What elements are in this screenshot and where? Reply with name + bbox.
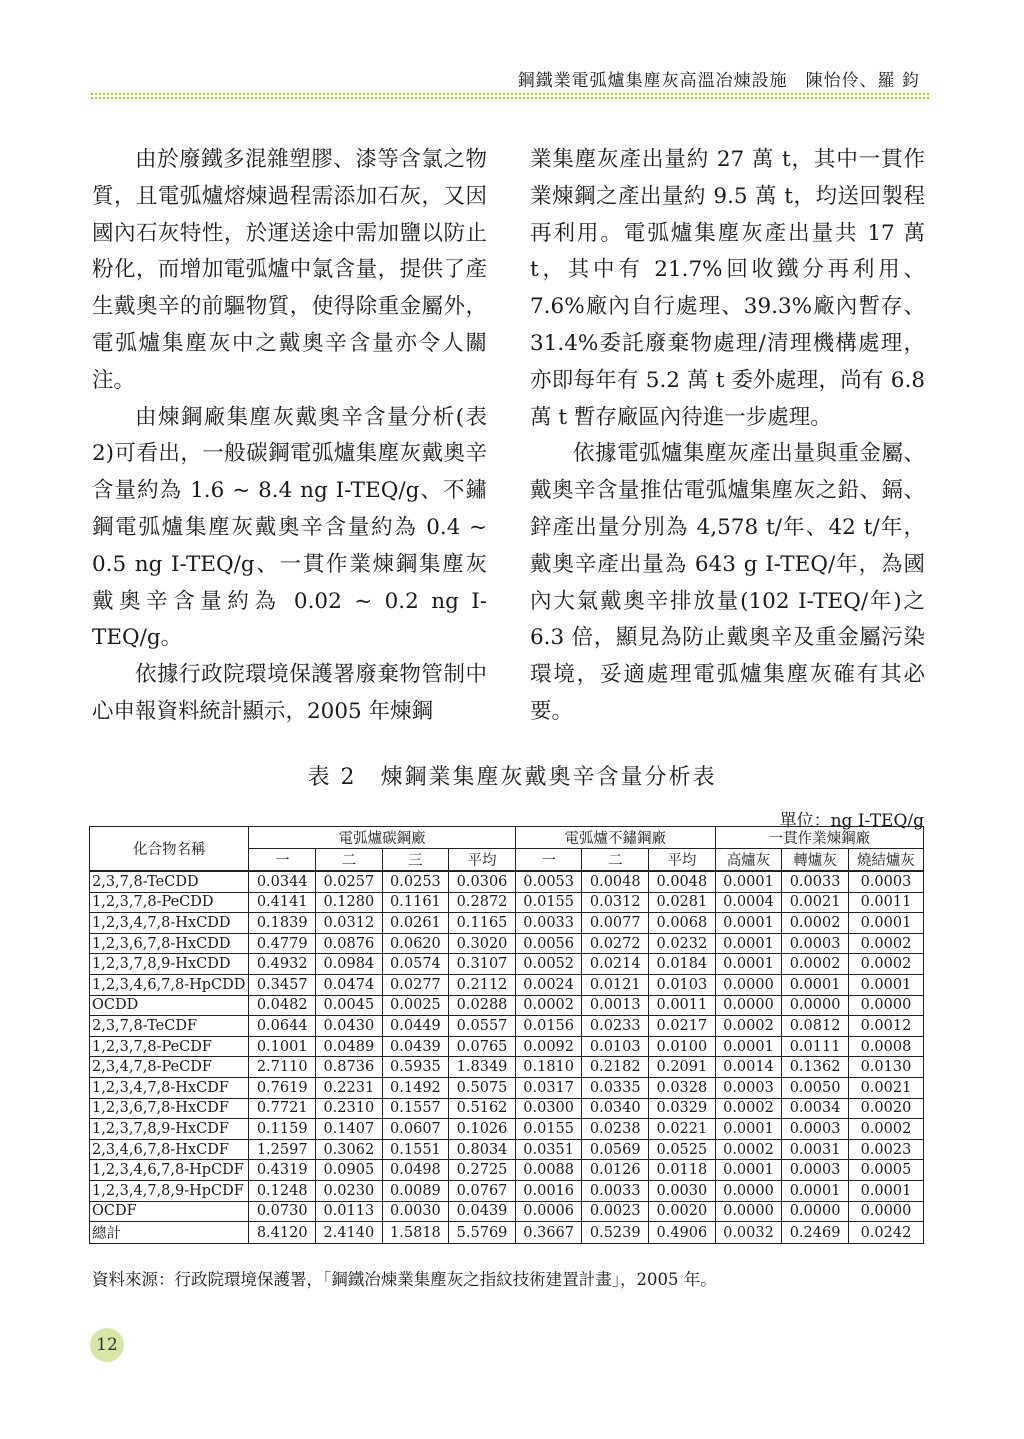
value-cell: 0.0111 (782, 1036, 849, 1057)
table-row (90, 995, 924, 1016)
value-cell: 0.0607 (382, 1119, 449, 1140)
value-cell: 0.0103 (582, 1036, 649, 1057)
value-cell: 0.0001 (848, 974, 923, 995)
value-cell: 0.0233 (582, 1016, 649, 1037)
value-cell: 0.0068 (649, 913, 716, 934)
value-cell: 0.1810 (515, 1057, 582, 1078)
value-cell: 0.0002 (515, 995, 582, 1016)
value-cell: 0.0253 (382, 871, 449, 892)
compound-name-cell: 1,2,3,7,8-PeCDD (90, 892, 249, 913)
paragraph: 業集塵灰產出量約 27 萬 t，其中一貫作業煉鋼之產出量約 9.5 萬 t，均送回製程再利用。電弧爐集塵灰產出量共 17 萬 t，其中有 21.7%回收鐵分再利用、7.6%廠內自行處理、39.3%廠內暫存、31.4%委託廢棄物處理/清理機構處理，亦即每年有 5.2 萬 t 委外處理，尚有 6.8 萬 t 暫存廠區內待進一步處理。 (530, 147, 925, 430)
value-cell: 0.0300 (515, 1098, 582, 1119)
group-header: 電弧爐不鏽鋼廠 (515, 827, 715, 849)
value-cell: 0.2725 (449, 1160, 516, 1181)
value-cell: 0.0001 (715, 933, 782, 954)
compound-name-cell: 1,2,3,6,7,8-HxCDD (90, 933, 249, 954)
table-row (90, 1119, 924, 1140)
column-header: 高爐灰 (715, 849, 782, 872)
value-cell: 0.0001 (715, 1160, 782, 1181)
table-caption: 表 2 煉鋼業集塵灰戴奧辛含量分析表 (307, 765, 717, 790)
value-cell: 0.0004 (715, 892, 782, 913)
value-cell: 0.0644 (249, 1016, 316, 1037)
value-cell: 1.5818 (382, 1222, 449, 1244)
column-header: 平均 (649, 849, 716, 872)
value-cell: 0.0002 (715, 1016, 782, 1037)
value-cell: 0.0121 (582, 974, 649, 995)
value-cell: 0.0077 (582, 913, 649, 934)
value-cell: 0.0351 (515, 1139, 582, 1160)
value-cell: 0.0569 (582, 1139, 649, 1160)
value-cell: 0.0525 (649, 1139, 716, 1160)
value-cell: 0.2182 (582, 1057, 649, 1078)
table-row (90, 1201, 924, 1222)
value-cell: 0.0001 (715, 913, 782, 934)
value-cell: 0.0011 (848, 892, 923, 913)
value-cell: 0.0001 (715, 954, 782, 975)
value-cell: 0.0023 (582, 1201, 649, 1222)
value-cell: 0.0000 (848, 995, 923, 1016)
value-cell: 0.5075 (449, 1077, 516, 1098)
value-cell: 0.0088 (515, 1160, 582, 1181)
value-cell: 0.0002 (848, 1119, 923, 1140)
right-column (530, 142, 925, 731)
compound-name-cell: 2,3,7,8-TeCDF (90, 1016, 249, 1037)
value-cell: 0.0312 (316, 913, 383, 934)
value-cell: 0.0033 (515, 913, 582, 934)
value-cell: 0.0003 (782, 1119, 849, 1140)
value-cell: 0.0002 (715, 1139, 782, 1160)
table-row (90, 1016, 924, 1037)
value-cell: 0.0056 (515, 933, 582, 954)
value-cell: 0.0003 (715, 1077, 782, 1098)
table-row (90, 1077, 924, 1098)
value-cell: 0.0092 (515, 1036, 582, 1057)
table-row (90, 954, 924, 975)
compound-name-cell: 1,2,3,6,7,8-HxCDF (90, 1098, 249, 1119)
column-header: 三 (382, 849, 449, 872)
value-cell: 0.0013 (582, 995, 649, 1016)
left-column (92, 142, 487, 731)
value-cell: 0.0984 (316, 954, 383, 975)
compound-name-cell: 1,2,3,7,8,9-HxCDD (90, 954, 249, 975)
value-cell: 0.0002 (715, 1098, 782, 1119)
column-header: 一 (249, 849, 316, 872)
value-cell: 0.0126 (582, 1160, 649, 1181)
compound-name-cell: 2,3,7,8-TeCDD (90, 871, 249, 892)
value-cell: 0.1161 (382, 892, 449, 913)
value-cell: 0.0155 (515, 892, 582, 913)
value-cell: 0.3062 (316, 1139, 383, 1160)
compound-name-cell: 1,2,3,4,6,7,8-HpCDD (90, 974, 249, 995)
value-cell: 0.7721 (249, 1098, 316, 1119)
value-cell: 0.0031 (782, 1139, 849, 1160)
table-row (90, 974, 924, 995)
value-cell: 0.3457 (249, 974, 316, 995)
value-cell: 0.0020 (649, 1201, 716, 1222)
value-cell: 0.0242 (848, 1222, 923, 1244)
paragraph: 依據電弧爐集塵灰產出量與重金屬、戴奧辛含量推估電弧爐集塵灰之鉛、鎘、鋅產出量分別為 4,578 t/年、42 t/年，戴奧辛產出量為 643 g I-TEQ/年，為國內大氣戴奧辛排放量(102 I-TEQ/年)之 6.3 倍，顯見為防止戴奧辛及重金屬污染環境，妥適處理電弧爐集塵灰確有其必要。 (530, 441, 925, 724)
table-row (90, 892, 924, 913)
value-cell: 0.1280 (316, 892, 383, 913)
value-cell: 0.2091 (649, 1057, 716, 1078)
value-cell: 0.0030 (649, 1180, 716, 1201)
value-cell: 0.0000 (715, 974, 782, 995)
value-cell: 0.8736 (316, 1057, 383, 1078)
value-cell: 8.4120 (249, 1222, 316, 1244)
compound-name-cell: 總計 (90, 1222, 249, 1244)
value-cell: 0.0288 (449, 995, 516, 1016)
value-cell: 0.0261 (382, 913, 449, 934)
value-cell: 0.0000 (715, 1180, 782, 1201)
value-cell: 0.0217 (649, 1016, 716, 1037)
value-cell: 0.5162 (449, 1098, 516, 1119)
column-header: 轉爐灰 (782, 849, 849, 872)
value-cell: 0.0118 (649, 1160, 716, 1181)
table-row (90, 1160, 924, 1181)
value-cell: 0.0498 (382, 1160, 449, 1181)
value-cell: 0.0312 (582, 892, 649, 913)
value-cell: 0.1839 (249, 913, 316, 934)
compound-name-cell: 2,3,4,7,8-PeCDF (90, 1057, 249, 1078)
value-cell: 0.0003 (848, 871, 923, 892)
compound-name-cell: 2,3,4,6,7,8-HxCDF (90, 1139, 249, 1160)
value-cell: 0.0024 (515, 974, 582, 995)
value-cell: 0.0014 (715, 1057, 782, 1078)
running-title: 鋼鐵業電弧爐集塵灰高溫冶煉設施 陳怡伶、羅 鈞 (517, 71, 920, 91)
value-cell: 0.0048 (582, 871, 649, 892)
value-cell: 0.0006 (515, 1201, 582, 1222)
value-cell: 0.3020 (449, 933, 516, 954)
value-cell: 1.2597 (249, 1139, 316, 1160)
value-cell: 0.0053 (515, 871, 582, 892)
table-row (90, 1180, 924, 1201)
table-row (90, 1057, 924, 1078)
value-cell: 5.5769 (449, 1222, 516, 1244)
value-cell: 0.0439 (382, 1036, 449, 1057)
value-cell: 0.4932 (249, 954, 316, 975)
table-row (90, 1036, 924, 1057)
value-cell: 0.2112 (449, 974, 516, 995)
value-cell: 0.0002 (782, 954, 849, 975)
value-cell: 0.0002 (848, 933, 923, 954)
value-cell: 0.8034 (449, 1139, 516, 1160)
value-cell: 0.0306 (449, 871, 516, 892)
value-cell: 0.0030 (382, 1201, 449, 1222)
value-cell: 0.0317 (515, 1077, 582, 1098)
table-row (90, 933, 924, 954)
header-dotted-rule (90, 92, 930, 101)
value-cell: 0.0100 (649, 1036, 716, 1057)
value-cell: 0.0103 (649, 974, 716, 995)
value-cell: 0.0155 (515, 1119, 582, 1140)
value-cell: 0.0000 (848, 1201, 923, 1222)
value-cell: 0.0052 (515, 954, 582, 975)
compound-name-cell: OCDF (90, 1201, 249, 1222)
table-row (90, 1098, 924, 1119)
value-cell: 0.0003 (782, 1160, 849, 1181)
value-cell: 0.0156 (515, 1016, 582, 1037)
value-cell: 0.0050 (782, 1077, 849, 1098)
table-row (90, 871, 924, 892)
value-cell: 0.0474 (316, 974, 383, 995)
value-cell: 0.0021 (848, 1077, 923, 1098)
value-cell: 0.0214 (582, 954, 649, 975)
compound-name-cell: OCDD (90, 995, 249, 1016)
value-cell: 0.0905 (316, 1160, 383, 1181)
table-row (90, 913, 924, 934)
value-cell: 0.0002 (848, 954, 923, 975)
column-header: 二 (316, 849, 383, 872)
compound-name-cell: 1,2,3,7,8-PeCDF (90, 1036, 249, 1057)
value-cell: 0.0335 (582, 1077, 649, 1098)
value-cell: 0.4906 (649, 1222, 716, 1244)
table-unit: 單位：ng I-TEQ/g (779, 811, 924, 831)
value-cell: 0.1551 (382, 1139, 449, 1160)
paragraph: 由煉鋼廠集塵灰戴奧辛含量分析(表 2)可看出，一般碳鋼電弧爐集塵灰戴奧辛含量約為 1.6 ~ 8.4 ng I-TEQ/g、不鏽鋼電弧爐集塵灰戴奧辛含量約為 0.4 ~ 0.5 ng I-TEQ/g、一貫作業煉鋼集塵灰戴奧辛含量約為 0.02 ~ 0.2 ng I-TEQ/g。 (92, 404, 487, 651)
value-cell: 0.0277 (382, 974, 449, 995)
value-cell: 0.0439 (449, 1201, 516, 1222)
value-cell: 0.0034 (782, 1098, 849, 1119)
value-cell: 0.7619 (249, 1077, 316, 1098)
column-header: 一 (515, 849, 582, 872)
value-cell: 0.0430 (316, 1016, 383, 1037)
value-cell: 0.1001 (249, 1036, 316, 1057)
table-header-row (90, 827, 924, 849)
group-header: 一貫作業煉鋼廠 (715, 827, 923, 849)
value-cell: 0.0021 (782, 892, 849, 913)
value-cell: 0.0344 (249, 871, 316, 892)
value-cell: 0.0000 (715, 995, 782, 1016)
table-body (90, 871, 924, 1244)
value-cell: 0.0048 (649, 871, 716, 892)
value-cell: 0.0001 (782, 1180, 849, 1201)
column-header-name: 化合物名稱 (90, 827, 249, 872)
value-cell: 0.0340 (582, 1098, 649, 1119)
value-cell: 0.0765 (449, 1036, 516, 1057)
value-cell: 0.0767 (449, 1180, 516, 1201)
paragraph: 由於廢鐵多混雜塑膠、漆等含氯之物質，且電弧爐熔煉過程需添加石灰，又因國內石灰特性，於運送途中需加鹽以防止粉化，而增加電弧爐中氯含量，提供了產生戴奧辛的前驅物質，使得除重金屬外，電弧爐集塵灰中之戴奧辛含量亦令人關注。 (92, 147, 487, 393)
value-cell: 0.4319 (249, 1160, 316, 1181)
value-cell: 0.1362 (782, 1057, 849, 1078)
value-cell: 0.1248 (249, 1180, 316, 1201)
value-cell: 0.0089 (382, 1180, 449, 1201)
value-cell: 0.0482 (249, 995, 316, 1016)
value-cell: 0.0272 (582, 933, 649, 954)
group-header: 電弧爐碳鋼廠 (249, 827, 515, 849)
value-cell: 0.0812 (782, 1016, 849, 1037)
value-cell: 0.0230 (316, 1180, 383, 1201)
value-cell: 0.0730 (249, 1201, 316, 1222)
compound-name-cell: 1,2,3,4,7,8-HxCDF (90, 1077, 249, 1098)
value-cell: 0.5935 (382, 1057, 449, 1078)
value-cell: 0.5239 (582, 1222, 649, 1244)
value-cell: 0.0011 (649, 995, 716, 1016)
value-cell: 0.0232 (649, 933, 716, 954)
compound-name-cell: 1,2,3,4,7,8,9-HpCDF (90, 1180, 249, 1201)
compound-name-cell: 1,2,3,4,6,7,8-HpCDF (90, 1160, 249, 1181)
value-cell: 0.1492 (382, 1077, 449, 1098)
value-cell: 0.0032 (715, 1222, 782, 1244)
value-cell: 0.0876 (316, 933, 383, 954)
value-cell: 0.1159 (249, 1119, 316, 1140)
value-cell: 0.3107 (449, 954, 516, 975)
value-cell: 0.0000 (715, 1201, 782, 1222)
value-cell: 0.0257 (316, 871, 383, 892)
value-cell: 2.7110 (249, 1057, 316, 1078)
value-cell: 0.2469 (782, 1222, 849, 1244)
value-cell: 0.2231 (316, 1077, 383, 1098)
value-cell: 0.1557 (382, 1098, 449, 1119)
value-cell: 0.0000 (782, 995, 849, 1016)
value-cell: 0.0557 (449, 1016, 516, 1037)
value-cell: 0.0045 (316, 995, 383, 1016)
value-cell: 0.1026 (449, 1119, 516, 1140)
value-cell: 0.0033 (582, 1180, 649, 1201)
page-number: 12 (90, 1328, 124, 1362)
column-header: 燒結爐灰 (848, 849, 923, 872)
value-cell: 0.4141 (249, 892, 316, 913)
value-cell: 0.1165 (449, 913, 516, 934)
dioxin-table (89, 826, 924, 1244)
value-cell: 1.8349 (449, 1057, 516, 1078)
value-cell: 0.0281 (649, 892, 716, 913)
value-cell: 0.0238 (582, 1119, 649, 1140)
value-cell: 0.0003 (782, 933, 849, 954)
value-cell: 0.2310 (316, 1098, 383, 1119)
value-cell: 0.0130 (848, 1057, 923, 1078)
value-cell: 0.0005 (848, 1160, 923, 1181)
compound-name-cell: 1,2,3,7,8,9-HxCDF (90, 1119, 249, 1140)
value-cell: 0.0008 (848, 1036, 923, 1057)
value-cell: 0.0002 (782, 913, 849, 934)
column-header: 二 (582, 849, 649, 872)
value-cell: 0.0001 (715, 871, 782, 892)
paragraph: 依據行政院環境保護署廢棄物管制中心申報資料統計顯示，2005 年煉鋼 (92, 662, 487, 724)
value-cell: 0.0020 (848, 1098, 923, 1119)
compound-name-cell: 1,2,3,4,7,8-HxCDD (90, 913, 249, 934)
value-cell: 0.0023 (848, 1139, 923, 1160)
value-cell: 0.0016 (515, 1180, 582, 1201)
value-cell: 0.0001 (782, 974, 849, 995)
value-cell: 2.4140 (316, 1222, 383, 1244)
value-cell: 0.0620 (382, 933, 449, 954)
value-cell: 0.0001 (848, 913, 923, 934)
value-cell: 0.0025 (382, 995, 449, 1016)
value-cell: 0.0329 (649, 1098, 716, 1119)
value-cell: 0.0574 (382, 954, 449, 975)
value-cell: 0.0001 (848, 1180, 923, 1201)
value-cell: 0.0449 (382, 1016, 449, 1037)
value-cell: 0.2872 (449, 892, 516, 913)
table-row (90, 1222, 924, 1244)
value-cell: 0.0113 (316, 1201, 383, 1222)
value-cell: 0.0489 (316, 1036, 383, 1057)
value-cell: 0.1407 (316, 1119, 383, 1140)
column-header: 平均 (449, 849, 516, 872)
value-cell: 0.0000 (782, 1201, 849, 1222)
value-cell: 0.0033 (782, 871, 849, 892)
value-cell: 0.0221 (649, 1119, 716, 1140)
value-cell: 0.4779 (249, 933, 316, 954)
value-cell: 0.3667 (515, 1222, 582, 1244)
value-cell: 0.0012 (848, 1016, 923, 1037)
table-row (90, 1139, 924, 1160)
table-source-note: 資料來源：行政院環境保護署，「鋼鐵冶煉業集塵灰之指紋技術建置計畫」，2005 年。 (92, 1270, 717, 1289)
value-cell: 0.0001 (715, 1119, 782, 1140)
value-cell: 0.0001 (715, 1036, 782, 1057)
value-cell: 0.0328 (649, 1077, 716, 1098)
value-cell: 0.0184 (649, 954, 716, 975)
